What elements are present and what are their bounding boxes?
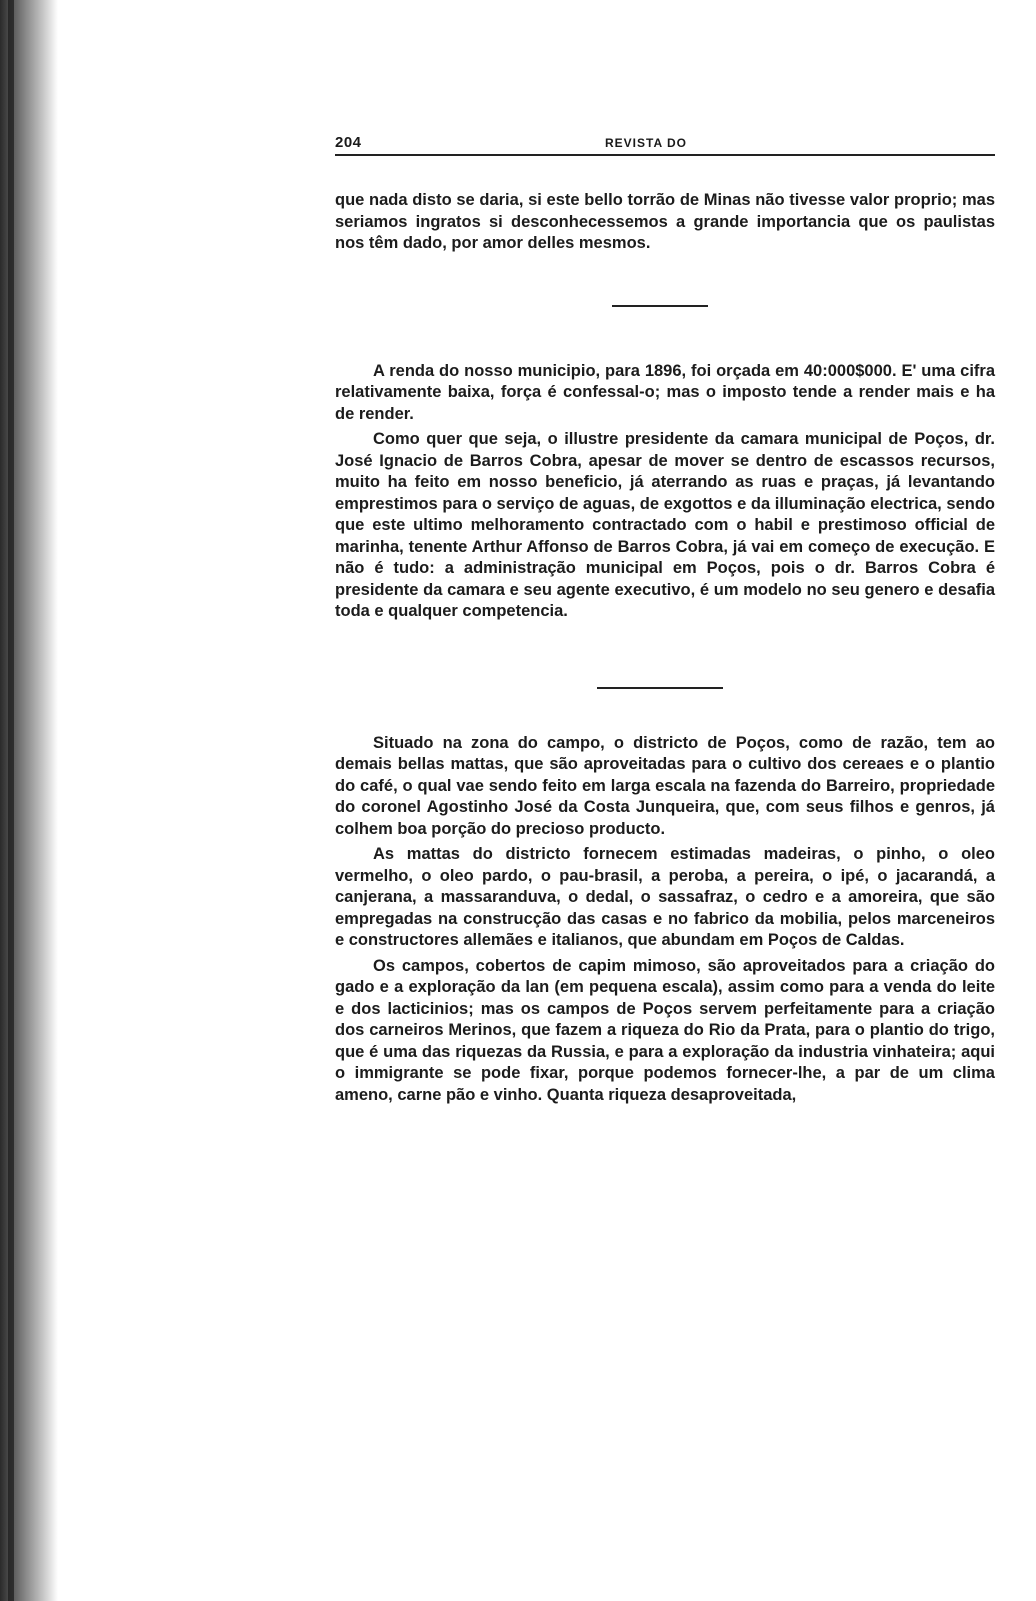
section-district-resources <box>335 733 995 1107</box>
section-divider <box>612 305 708 307</box>
paragraph: A renda do nosso municipio, para 1896, foi orçada em 40:000$000. E' uma cifra relativamente baixa, força é confessal-o; mas o imposto tende a render mais e ha de render. <box>335 361 995 423</box>
book-binding-shadow <box>0 0 58 1601</box>
running-head <box>335 128 995 156</box>
paragraph: que nada disto se daria, si este bello torrão de Minas não tivesse valor proprio; mas seriamos ingratos si desconhecessemos a grande importancia que os paulistas nos têm dado, por amor delles mesmos. <box>335 191 995 252</box>
paragraph: As mattas do districto fornecem estimadas madeiras, o pinho, o oleo vermelho, o oleo pardo, o pau-brasil, a peroba, a pereira, o ipé, o jacarandá, a canjerana, a massaranduva, o dedal, o sassafraz, o cedro e a amoreira, que são empregadas na construcção das casas e no fabrico da mobilia, pelos marceneiros e constructores allemães e italianos, que abundam em Poços de Caldas. <box>335 845 995 949</box>
paragraph: Os campos, cobertos de capim mimoso, são aproveitados para a criação do gado e a exploração da lan (em pequena escala), assim como para a venda do leite e dos lacticinios; mas os campos de Poços servem perfeitamente para a criação dos carneiros Merinos, que fazem a riqueza do Rio da Prata, para o plantio do trigo, que é uma das riquezas da Russia, e para a exploração da industria vinhateira; aqui o immigrante se pode fixar, porque podemos fornecer-lhe, a par de um clima ameno, carne pão e vinho. Quanta riqueza desaproveitada, <box>335 956 995 1104</box>
paragraph: Como quer que seja, o illustre presidente da camara municipal de Poços, dr. José Ignacio de Barros Cobra, apesar de mover se dentro de escassos recursos, muito ha feito em nosso beneficio, já aterrando as ruas e praças, já levantando emprestimos para o serviço de aguas, de exgottos e da illuminação electrica, sendo que este ultimo melhoramento contractado com o habil e prestimoso official de marinha, tenente Arthur Affonso de Barros Cobra, já vai em começo de execução. E não é tudo: a administração municipal em Poços, pois o dr. Barros Cobra é presidente da camara e seu agente executivo, é um modelo no seu genero e desafia toda e qualquer competencia. <box>335 430 995 620</box>
page-number: 204 <box>335 134 362 151</box>
section-intro <box>335 190 995 255</box>
book-page <box>335 128 995 1106</box>
section-divider <box>597 687 723 689</box>
paragraph: Situado na zona do campo, o districto de Poços, como de razão, tem ao demais bellas mattas, que são aproveitadas para o cultivo dos cereaes e o plantio do café, o qual vae sendo feito em larga escala na fazenda do Barreiro, propriedade do coronel Agostinho José da Costa Junqueira, que, com seus filhos e genros, já colhem boa porção do precioso producto. <box>335 733 995 838</box>
journal-title: REVISTA DO <box>605 136 688 150</box>
section-municipal-revenue <box>335 361 995 623</box>
